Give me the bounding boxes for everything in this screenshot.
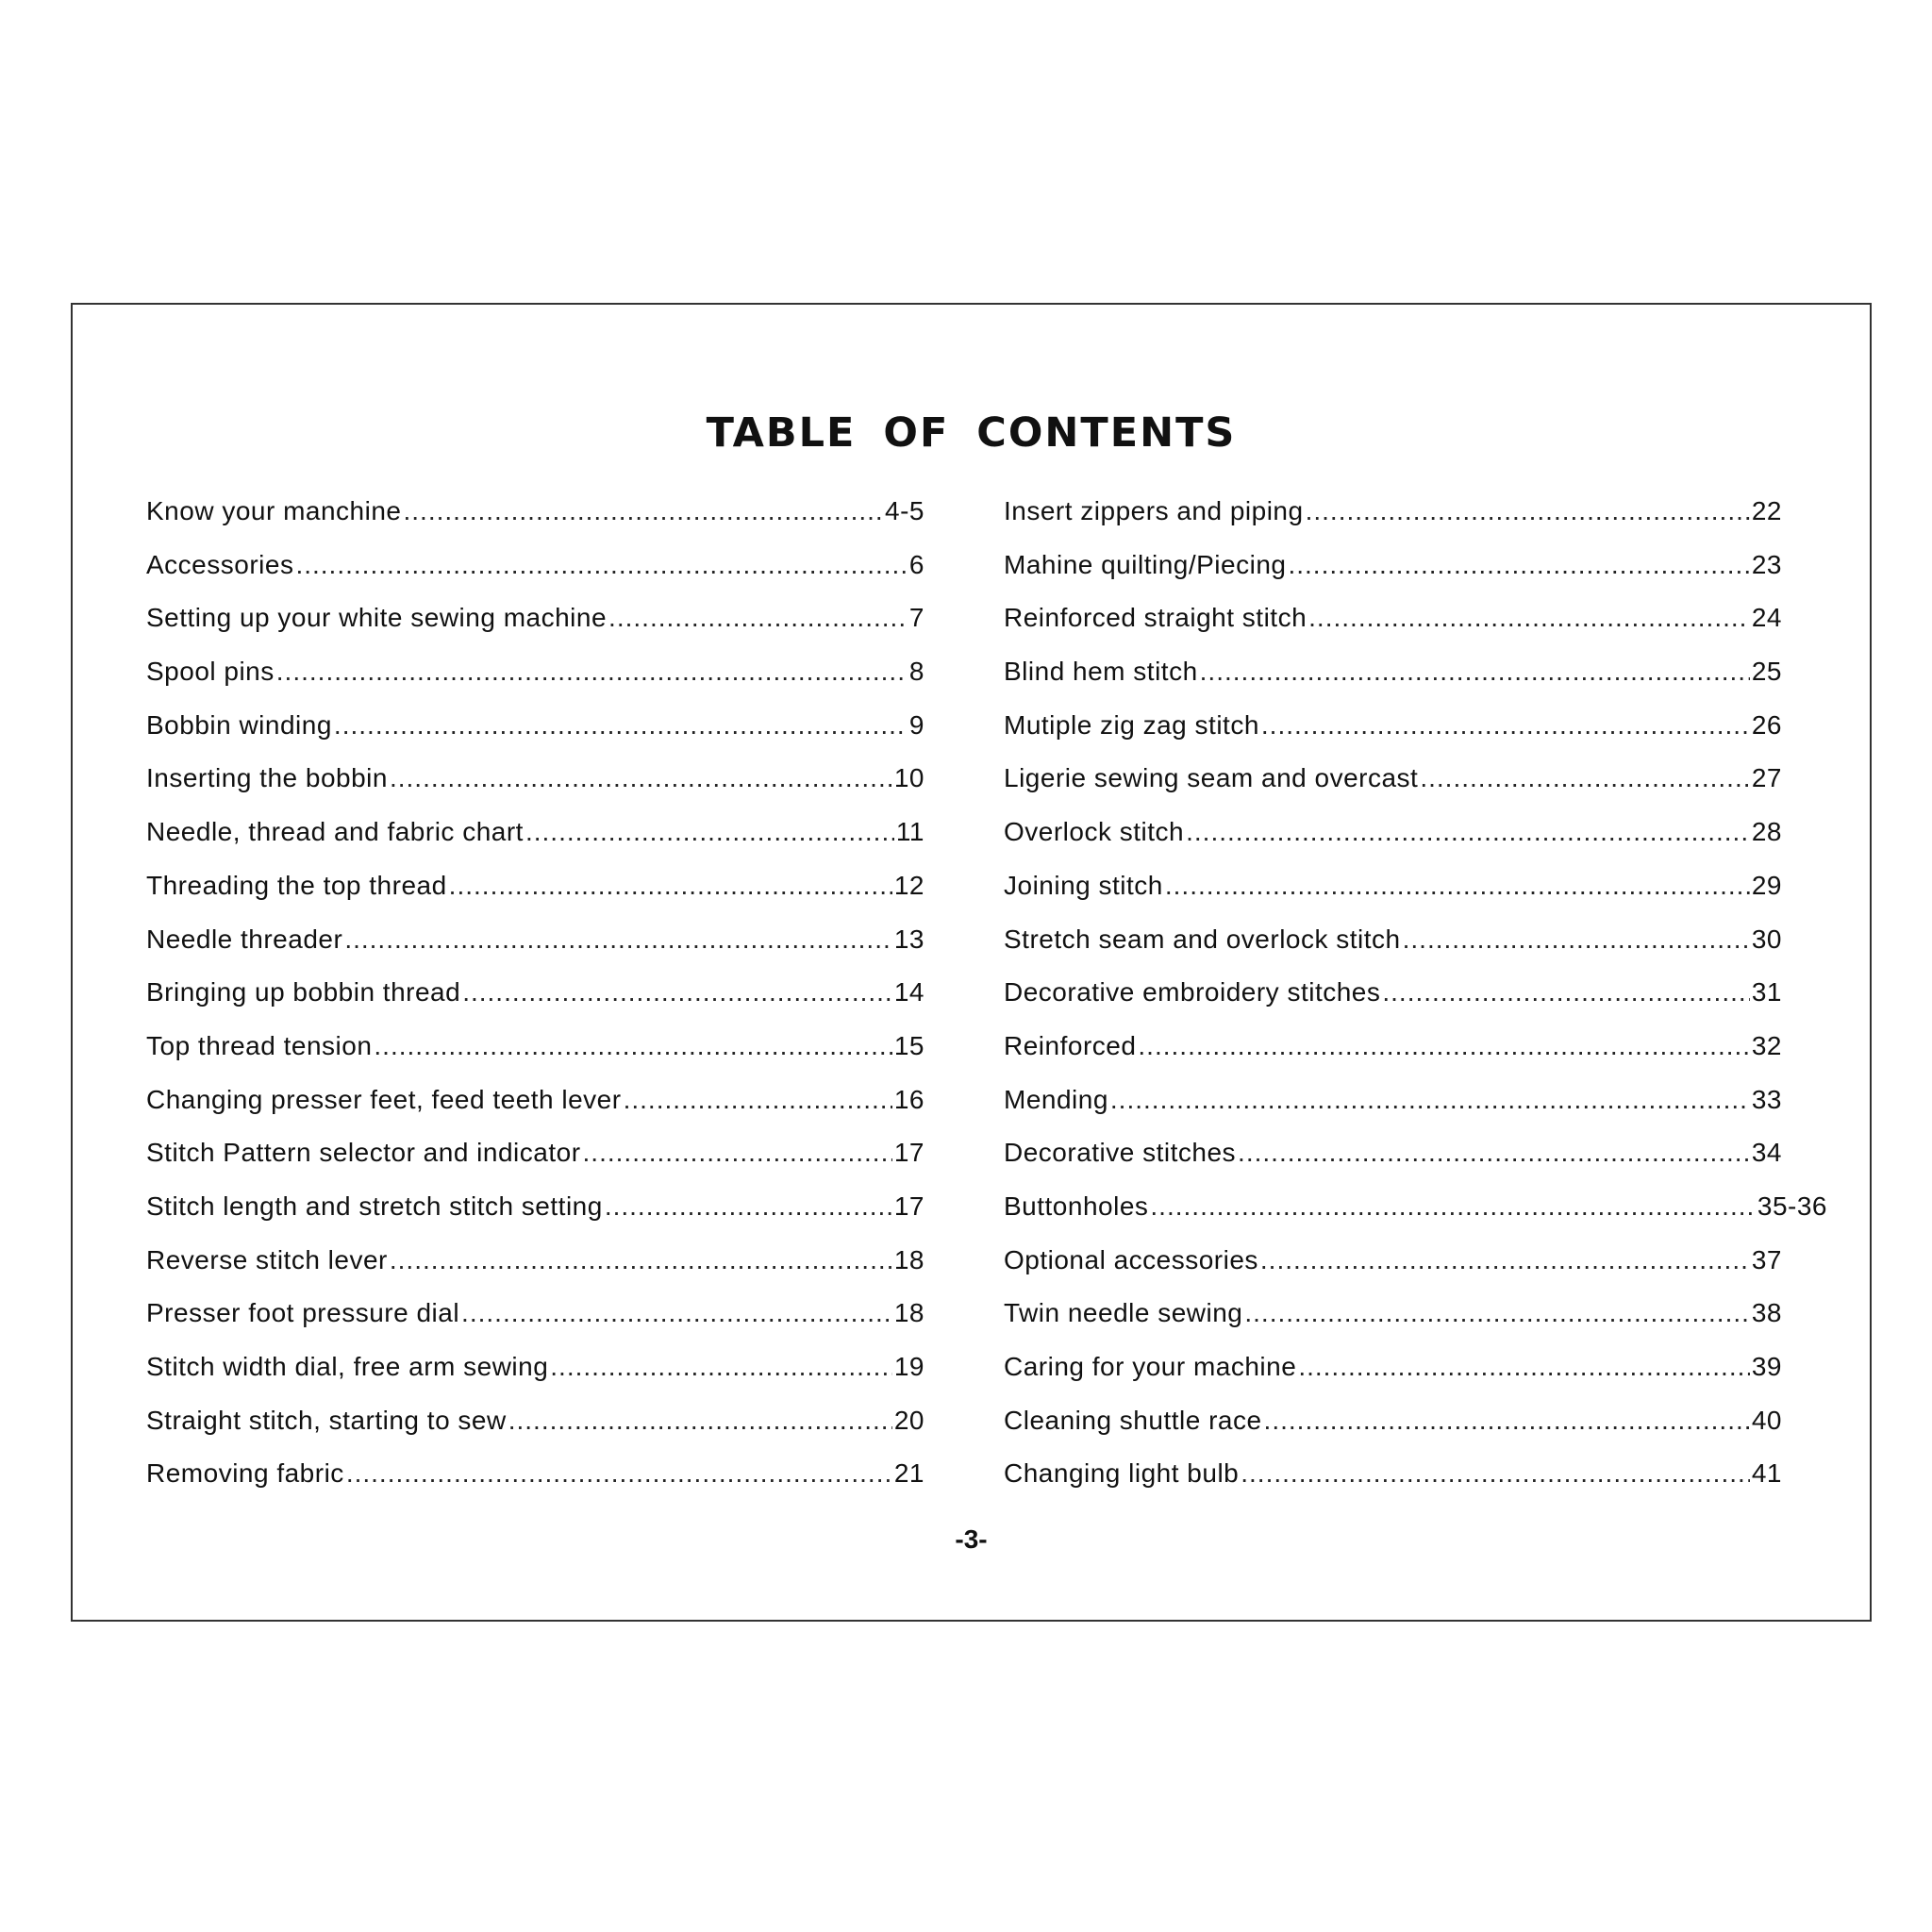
toc-dot-leader (1165, 871, 1750, 901)
toc-entry (146, 710, 924, 764)
toc-entry-page: 18 (893, 1298, 924, 1328)
toc-entry (1004, 1298, 1782, 1352)
toc-entry-page: 8 (908, 657, 924, 687)
toc-dot-leader (295, 550, 907, 580)
toc-entry (146, 977, 924, 1031)
toc-entry (146, 1352, 924, 1406)
toc-dot-leader (508, 1406, 892, 1436)
toc-entry-label: Stitch Pattern selector and indicator (146, 1138, 581, 1168)
toc-dot-leader (346, 1458, 892, 1489)
toc-entry-page: 26 (1751, 709, 1782, 740)
toc-entry-label: Twin needle sewing (1004, 1298, 1243, 1328)
toc-entry-page: 28 (1751, 817, 1782, 847)
toc-entry-label: Stitch length and stretch stitch setting (146, 1191, 603, 1221)
toc-entry (146, 1406, 924, 1459)
toc-entry-page: 17 (893, 1191, 924, 1221)
toc-entry-page: 11 (895, 817, 924, 847)
toc-entry-page: 7 (908, 603, 924, 633)
toc-entry-label: Setting up your white sewing machine (146, 603, 608, 633)
page-frame (71, 303, 1872, 1622)
toc-dot-leader (1138, 1031, 1749, 1061)
toc-dot-leader (1244, 1298, 1749, 1328)
toc-entry-label: Mahine quilting/Piecing (1004, 549, 1287, 579)
toc-entry (1004, 550, 1782, 604)
toc-entry-label: Buttonholes (1004, 1191, 1149, 1221)
toc-dot-leader (344, 924, 892, 955)
toc-entry (1004, 710, 1782, 764)
toc-entry-page: 31 (1751, 977, 1782, 1008)
toc-dot-leader (334, 710, 908, 741)
toc-entry-label: Threading the top thread (146, 870, 447, 900)
toc-dot-leader (1382, 977, 1749, 1008)
toc-entry-page: 25 (1751, 657, 1782, 687)
toc-entry (1004, 496, 1782, 550)
toc-entry (1004, 977, 1782, 1031)
toc-dot-leader (1238, 1138, 1750, 1168)
toc-entry-page: 41 (1751, 1458, 1782, 1489)
toc-entry (1004, 763, 1782, 817)
toc-entry-page: 27 (1751, 763, 1782, 793)
toc-entry (1004, 1458, 1782, 1512)
toc-entry (146, 1245, 924, 1299)
toc-dot-leader (390, 763, 892, 793)
toc-entry-page: 4-5 (885, 496, 924, 525)
page-title: TABLE OF CONTENTS (706, 409, 1237, 457)
toc-entry-page: 23 (1751, 549, 1782, 579)
toc-entry-page: 32 (1751, 1030, 1782, 1060)
toc-entry (146, 1191, 924, 1245)
toc-entry-page: 35-36 (1757, 1191, 1827, 1221)
toc-entry (146, 1138, 924, 1191)
toc-entry-page: 14 (893, 977, 924, 1008)
toc-dot-leader (624, 1085, 892, 1115)
toc-entry-label: Overlock stitch (1004, 817, 1185, 847)
toc-entry-label: Spool pins (146, 657, 275, 687)
toc-entry-page: 24 (1751, 603, 1782, 633)
toc-entry-label: Decorative stitches (1004, 1138, 1237, 1168)
toc-dot-leader (374, 1031, 891, 1061)
toc-entry-page: 21 (893, 1458, 924, 1489)
toc-dot-leader (1186, 817, 1750, 847)
page-number: -3- (955, 1524, 988, 1554)
toc-entry-label: Changing presser feet, feed teeth lever (146, 1084, 622, 1114)
toc-entry (1004, 924, 1782, 978)
toc-entry-label: Decorative embroidery stitches (1004, 977, 1381, 1008)
toc-dot-leader (449, 871, 892, 901)
toc-entry-page: 22 (1751, 496, 1782, 525)
toc-entry-label: Mending (1004, 1084, 1108, 1114)
toc-entry (1004, 1406, 1782, 1459)
toc-dot-leader (1306, 496, 1750, 526)
toc-entry-page: 40 (1751, 1405, 1782, 1435)
toc-dot-leader (1200, 657, 1750, 687)
toc-dot-leader (1241, 1458, 1750, 1489)
toc-entry-label: Inserting the bobbin (146, 763, 388, 793)
toc-entry-label: Changing light bulb (1004, 1458, 1240, 1489)
toc-entry (146, 1085, 924, 1139)
toc-entry (1004, 657, 1782, 710)
toc-entry-page: 39 (1751, 1352, 1782, 1381)
toc-entry-page: 17 (893, 1138, 924, 1168)
toc-entry-label: Blind hem stitch (1004, 657, 1198, 687)
toc-entry (146, 1031, 924, 1085)
toc-dot-leader (1261, 710, 1750, 741)
toc-entry-page: 16 (893, 1084, 924, 1114)
toc-dot-leader (1110, 1085, 1750, 1115)
toc-entry (146, 657, 924, 710)
toc-dot-leader (525, 817, 894, 847)
toc-entry (146, 603, 924, 657)
toc-entry (146, 496, 924, 550)
toc-entry (1004, 1191, 1827, 1245)
toc-entry-page: 38 (1751, 1298, 1782, 1328)
toc-entry-page: 33 (1751, 1084, 1782, 1114)
toc-dot-leader (1288, 550, 1749, 580)
toc-entry (1004, 1138, 1782, 1191)
toc-entry-label: Top thread tension (146, 1030, 373, 1060)
toc-entry-page: 20 (893, 1405, 924, 1435)
toc-dot-leader (608, 603, 908, 633)
toc-dot-leader (550, 1352, 892, 1382)
toc-entry (146, 817, 924, 871)
toc-entry (146, 763, 924, 817)
toc-entry (1004, 817, 1782, 871)
toc-entry-label: Bobbin winding (146, 709, 332, 740)
toc-dot-leader (1298, 1352, 1750, 1382)
toc-dot-leader (1308, 603, 1750, 633)
toc-entry-page: 30 (1751, 924, 1782, 954)
toc-entry-label: Reverse stitch lever (146, 1244, 388, 1274)
toc-dot-leader (605, 1191, 892, 1222)
toc-entry-label: Stitch width dial, free arm sewing (146, 1352, 549, 1381)
toc-entry-page: 15 (893, 1030, 924, 1060)
toc-entry-label: Bringing up bobbin thread (146, 977, 461, 1008)
toc-entry-label: Know your manchine (146, 496, 402, 525)
toc-entry (1004, 871, 1782, 924)
toc-entry-page: 13 (893, 924, 924, 954)
toc-dot-leader (403, 496, 883, 526)
toc-entry (146, 550, 924, 604)
toc-entry-label: Optional accessories (1004, 1244, 1258, 1274)
toc-entry-page: 6 (908, 549, 924, 579)
toc-entry-label: Ligerie sewing seam and overcast (1004, 763, 1419, 793)
toc-entry-label: Reinforced (1004, 1030, 1137, 1060)
toc-entry (1004, 1352, 1782, 1406)
toc-entry-label: Reinforced straight stitch (1004, 603, 1307, 633)
toc-dot-leader (462, 977, 892, 1008)
toc-entry-label: Insert zippers and piping (1004, 496, 1304, 525)
toc-dot-leader (1403, 924, 1750, 955)
toc-entry (1004, 1245, 1782, 1299)
toc-left-column (146, 496, 924, 1512)
toc-dot-leader (583, 1138, 892, 1168)
toc-entry-label: Cleaning shuttle race (1004, 1405, 1262, 1435)
toc-entry-page: 19 (893, 1352, 924, 1381)
toc-dot-leader (1264, 1406, 1750, 1436)
toc-entry-label: Stretch seam and overlock stitch (1004, 924, 1401, 954)
toc-entry-label: Removing fabric (146, 1458, 344, 1489)
toc-entry-label: Caring for your machine (1004, 1352, 1297, 1381)
toc-entry-label: Joining stitch (1004, 870, 1163, 900)
toc-dot-leader (1420, 763, 1750, 793)
toc-entry (146, 1298, 924, 1352)
toc-entry (1004, 1031, 1782, 1085)
toc-dot-leader (1150, 1191, 1755, 1222)
toc-right-column (1004, 496, 1827, 1512)
toc-entry-page: 10 (893, 763, 924, 793)
toc-dot-leader (276, 657, 908, 687)
toc-entry-label: Mutiple zig zag stitch (1004, 709, 1259, 740)
toc-entry-label: Accessories (146, 549, 294, 579)
toc-dot-leader (390, 1245, 892, 1275)
toc-entry-label: Needle threader (146, 924, 343, 954)
toc-entry (146, 1458, 924, 1512)
toc-entry-page: 29 (1751, 870, 1782, 900)
toc-entry-label: Needle, thread and fabric chart (146, 817, 524, 847)
toc-entry (1004, 1085, 1782, 1139)
toc-entry (146, 924, 924, 978)
toc-entry-label: Presser foot pressure dial (146, 1298, 460, 1328)
toc-entry-page: 12 (893, 870, 924, 900)
toc-entry (146, 871, 924, 924)
toc-entry-page: 18 (893, 1244, 924, 1274)
toc-entry-page: 37 (1751, 1244, 1782, 1274)
toc-entry-label: Straight stitch, starting to sew (146, 1405, 507, 1435)
toc-entry-page: 34 (1751, 1138, 1782, 1168)
toc-entry (1004, 603, 1782, 657)
toc-dot-leader (1260, 1245, 1750, 1275)
toc-entry-page: 9 (908, 709, 924, 740)
toc-dot-leader (461, 1298, 892, 1328)
